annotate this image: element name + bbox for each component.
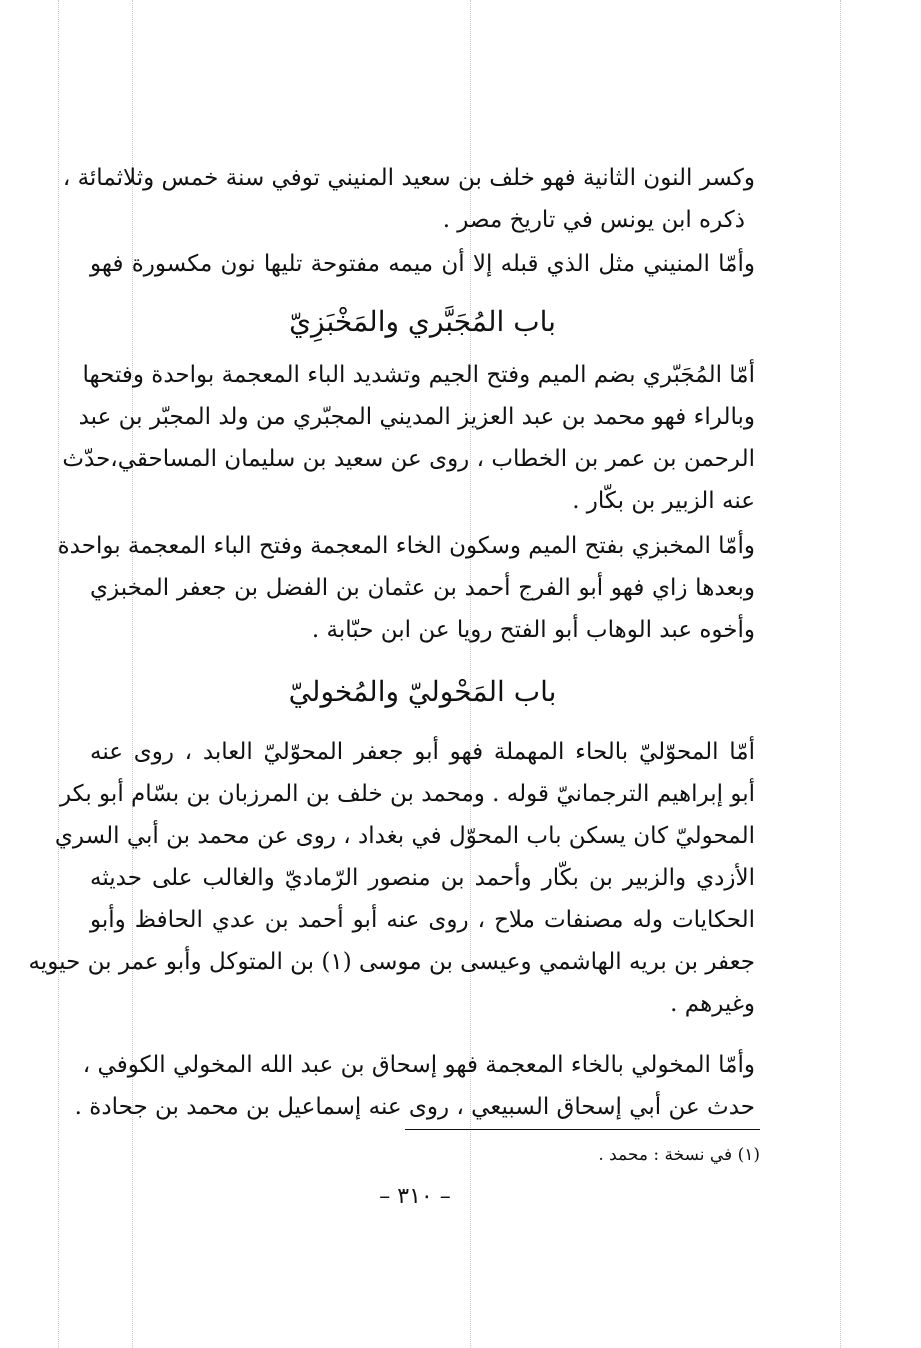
text-line: وغيرهم .: [670, 991, 755, 1017]
text-line: وبالراء فهو محمد بن عبد العزيز المديني المجبّري من ولد المجبّر بن عبد: [78, 404, 755, 430]
paragraph-top-2: [90, 243, 755, 285]
text-line: وبعدها زاي فهو أبو الفرج أحمد بن عثمان بن الفضل بن جعفر المخبزي: [90, 575, 755, 601]
footnote: (١) في نسخة : محمد .: [598, 1145, 760, 1165]
scan-artifact-line: [58, 0, 59, 1348]
paragraph-mukhwali: [74, 1044, 755, 1128]
text-line: الرحمن بن عمر بن الخطاب ، روى عن سعيد بن سليمان المساحقي،حدّث: [62, 446, 755, 472]
text-line: المحوليّ كان يسكن باب المحوّل في بغداد ، روى عن محمد بن أبي السري: [54, 823, 755, 849]
section-heading-mahwali: باب المَحْوليّ والمُخوليّ: [288, 675, 557, 708]
footnote-separator: [405, 1129, 760, 1130]
text-line: وأمّا المخبزي بفتح الميم وسكون الخاء المعجمة وفتح الباء المعجمة بواحدة: [57, 533, 755, 559]
text-line: الحكايات وله مصنفات ملاح ، روى عنه أبو أحمد بن عدي الحافظ وأبو: [90, 907, 755, 933]
scan-artifact-line: [840, 0, 841, 1348]
page-number: – ٣١٠ –: [379, 1184, 451, 1209]
text-line: حدث عن أبي إسحاق السبيعي ، روى عنه إسماعيل بن محمد بن جحادة .: [74, 1094, 755, 1120]
text-line: أمّا المحوّليّ بالحاء المهملة فهو أبو جعفر المحوّليّ العابد ، روى عنه: [90, 739, 755, 765]
text-line: وكسر النون الثانية فهو خلف بن سعيد المنيني توفي سنة خمس وثلاثمائة ،: [62, 165, 755, 191]
text-line: أبو إبراهيم الترجمانيّ قوله . ومحمد بن خلف بن المرزبان بن بسّام أبو بكر: [59, 781, 755, 807]
text-line: عنه الزبير بن بكّار .: [572, 488, 755, 514]
section-heading-mujabbari: باب المُجَبَّري والمَخْبَزِيّ: [289, 305, 556, 338]
text-line: وأمّا المخولي بالخاء المعجمة فهو إسحاق بن عبد الله المخولي الكوفي ،: [82, 1052, 755, 1078]
text-line: وأمّا المنيني مثل الذي قبله إلا أن ميمه مفتوحة تليها نون مكسورة فهو: [90, 251, 755, 277]
text-line: أمّا المُجَبّري بضم الميم وفتح الجيم وتشديد الباء المعجمة بواحدة وفتحها: [82, 362, 755, 388]
paragraph-makhbazi: [57, 525, 755, 651]
text-line: الأزدي والزبير بن بكّار وأحمد بن منصور الرّماديّ والغالب على حديثه: [90, 865, 755, 891]
text-line: وأخوه عبد الوهاب أبو الفتح رويا عن ابن حبّابة .: [311, 617, 755, 643]
paragraph-mujabbari: [62, 354, 755, 522]
text-line: جعفر بن بريه الهاشمي وعيسى بن موسى (١) بن المتوكل وأبو عمر بن حيويه: [28, 949, 755, 975]
text-line: ذكره ابن يونس في تاريخ مصر .: [442, 207, 745, 233]
paragraph-top-1: [62, 157, 755, 241]
paragraph-mahwali: [28, 731, 755, 1025]
